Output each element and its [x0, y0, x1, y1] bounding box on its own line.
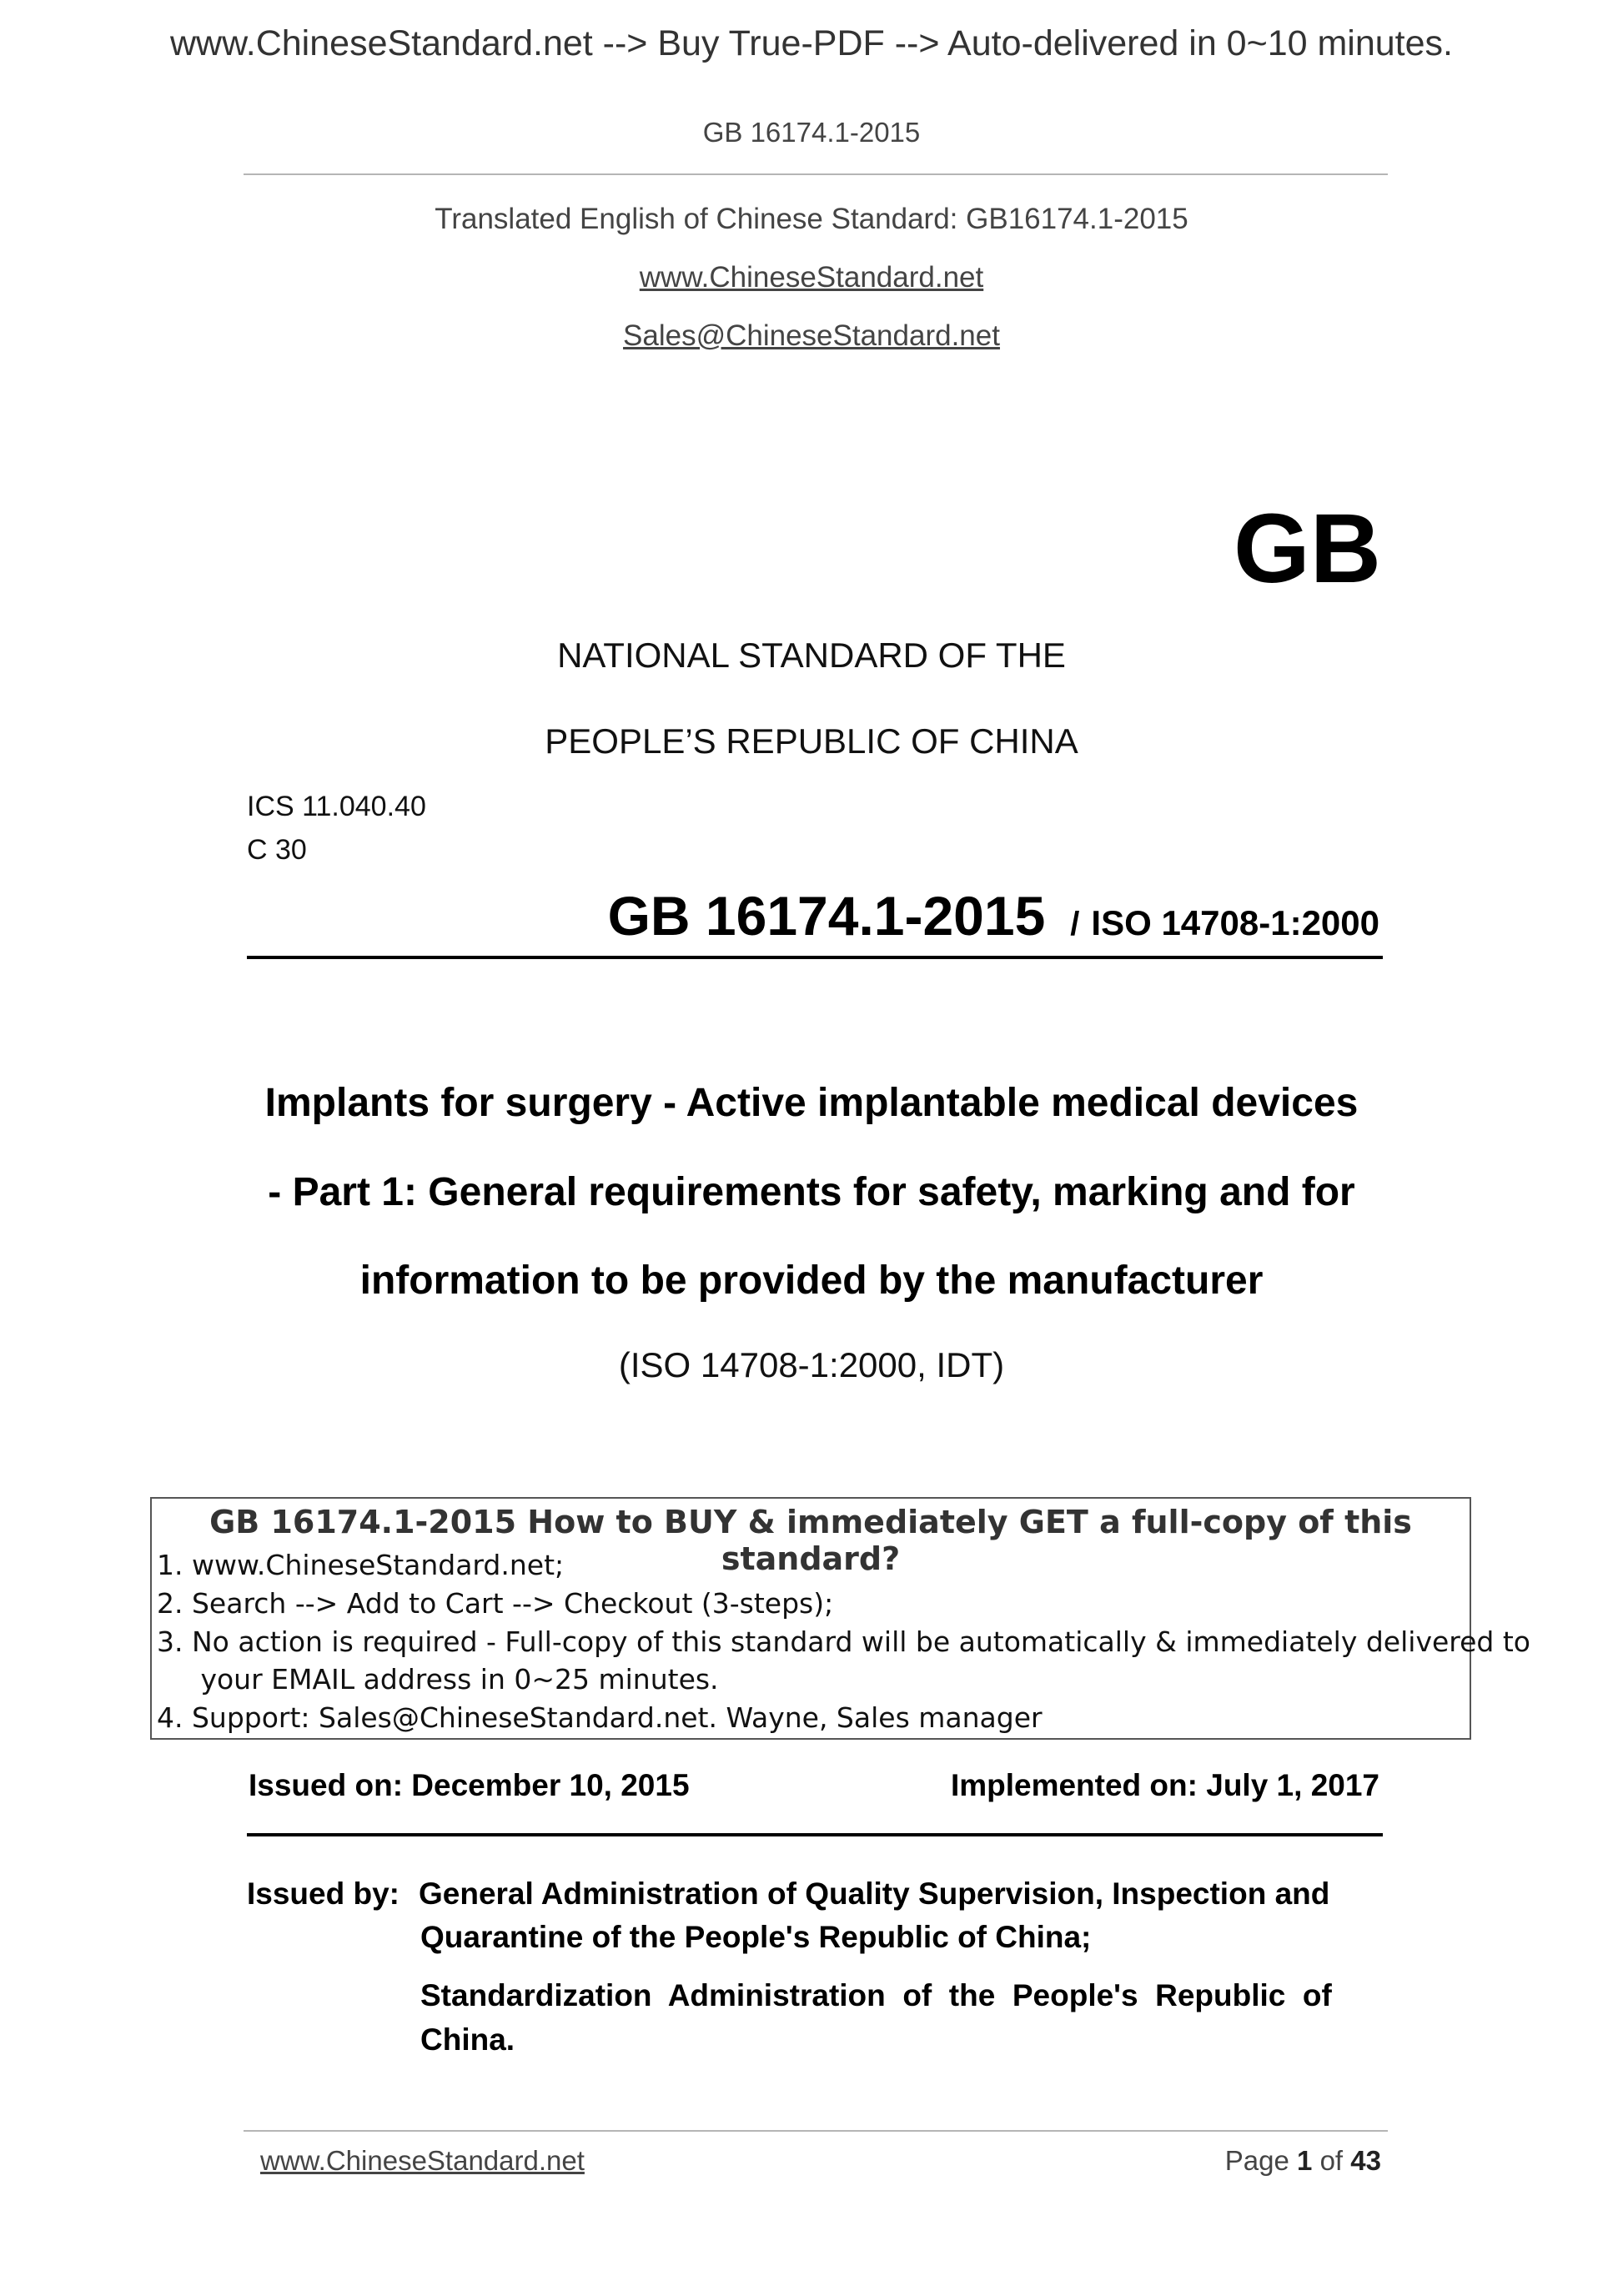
- implemented-date: Implemented on: July 1, 2017: [950, 1768, 1379, 1802]
- header-promo-line: www.ChineseStandard.net --> Buy True-PDF --> Auto-delivered in 0~10 minutes.: [169, 23, 1453, 63]
- buy-step-4: 4. Support: Sales@ChineseStandard.net. Wayne, Sales manager: [157, 1701, 1043, 1734]
- page-indicator: [1225, 2145, 1381, 2177]
- number-separator: /: [1070, 906, 1080, 942]
- page-label: Page: [1224, 2145, 1289, 2176]
- footer-divider: [244, 2130, 1388, 2132]
- issuer-1-line-2: Quarantine of the People's Republic of China;: [420, 1920, 1092, 1954]
- issuer-2-line-1: Standardization Administration of the People's Republic of: [420, 1978, 1332, 2012]
- translated-line: Translated English of Chinese Standard: GB16174.1-2015: [435, 203, 1188, 235]
- website-link[interactable]: www.ChineseStandard.net: [639, 261, 984, 294]
- page-number: 1: [1297, 2145, 1313, 2176]
- gb-number: GB 16174.1-2015: [607, 885, 1046, 947]
- issuer-1-line-1: General Administration of Quality Supervision, Inspection and: [419, 1876, 1330, 1911]
- issued-date: Issued on: December 10, 2015: [249, 1768, 690, 1802]
- title-line-3: information to be provided by the manufacturer: [359, 1259, 1264, 1303]
- buy-instructions-box: [150, 1497, 1530, 1740]
- ccs-code: C 30: [247, 834, 307, 866]
- iso-number: ISO 14708-1:2000: [1091, 903, 1379, 942]
- header-std-code: GB 16174.1-2015: [702, 117, 921, 148]
- idt-note: (ISO 14708-1:2000, IDT): [618, 1345, 1005, 1384]
- buy-step-2: 2. Search --> Add to Cart --> Checkout (3-steps);: [157, 1587, 834, 1620]
- buy-step-1[interactable]: 1. www.ChineseStandard.net;: [157, 1549, 565, 1581]
- header-divider: [244, 173, 1388, 175]
- buy-box-title: GB 16174.1-2015 How to BUY & immediately GET a full-copy of this standard?: [209, 1504, 1412, 1577]
- buy-step-3-cont: your EMAIL address in 0~25 minutes.: [157, 1663, 719, 1696]
- buy-step-3: 3. No action is required - Full-copy of this standard will be automatically & immediately delivered to: [157, 1625, 1530, 1658]
- ics-code: ICS 11.040.40: [247, 791, 426, 822]
- national-standard-line2: PEOPLE’S REPUBLIC OF CHINA: [545, 721, 1078, 761]
- gb-mark: GB: [1234, 494, 1381, 604]
- title-line-1: Implants for surgery - Active implantable medical devices: [264, 1081, 1359, 1125]
- issuer-2-line-2: China.: [420, 2022, 515, 2057]
- footer-website-link[interactable]: www.ChineseStandard.net: [260, 2145, 585, 2176]
- of-label: of: [1319, 2145, 1344, 2176]
- issued-by-label: Issued by:: [247, 1876, 399, 1911]
- title-line-2: - Part 1: General requirements for safety, marking and for: [268, 1170, 1355, 1214]
- standard-number-rule: [247, 956, 1383, 959]
- page-total: 43: [1350, 2145, 1381, 2176]
- dates-rule: [247, 1833, 1383, 1836]
- standard-number: [608, 884, 1379, 947]
- national-standard-line1: NATIONAL STANDARD OF THE: [557, 636, 1066, 675]
- email-link[interactable]: Sales@ChineseStandard.net: [623, 319, 1000, 352]
